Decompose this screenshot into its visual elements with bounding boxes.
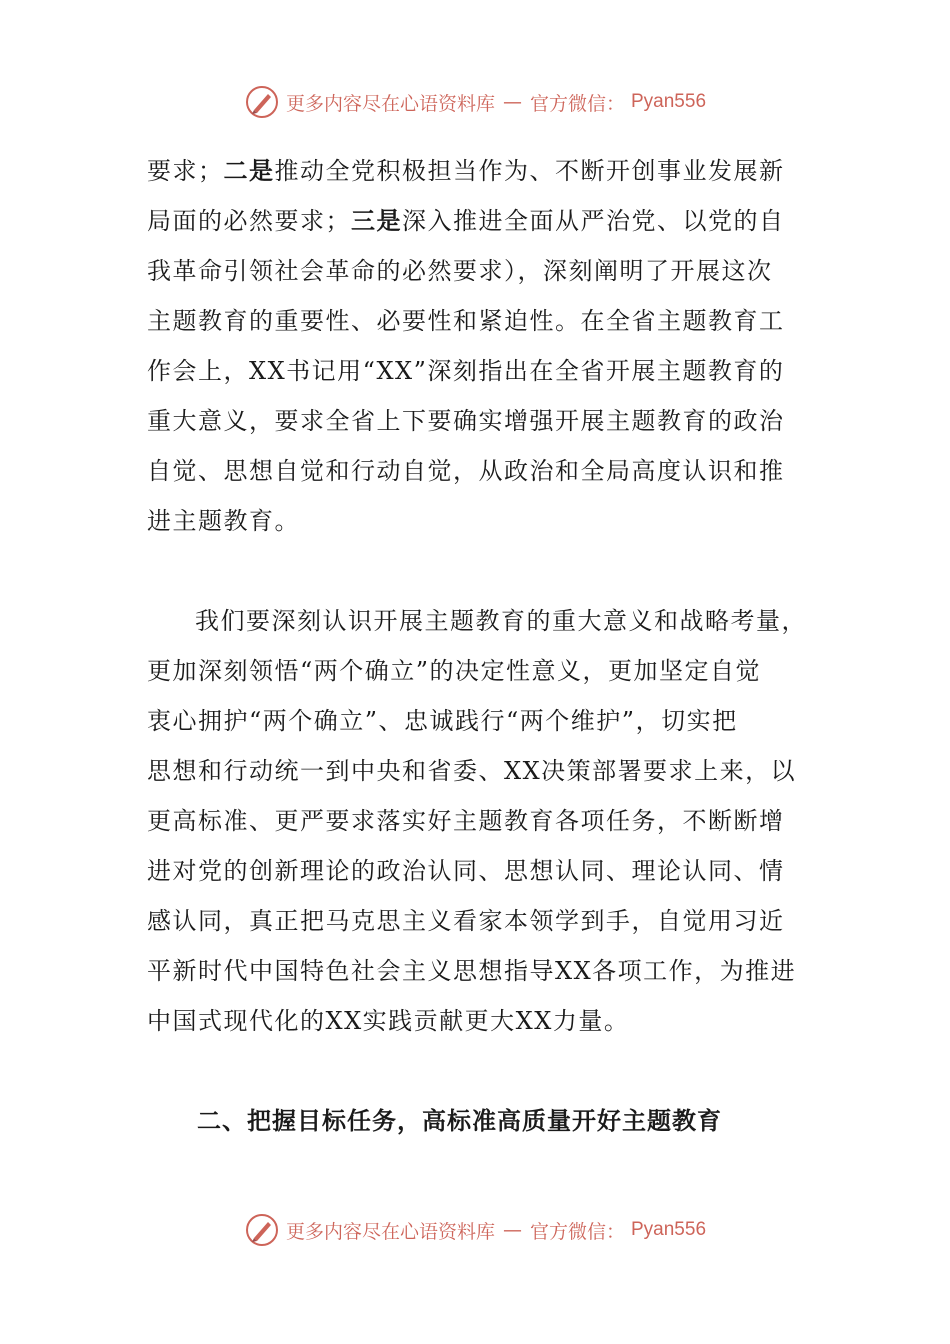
- watermark-id: Pyan556: [631, 1219, 707, 1240]
- paragraph-gap: [147, 546, 797, 596]
- watermark-separator: —: [502, 91, 522, 113]
- paragraph-line: 重大意义，要求全省上下要确实增强开展主题教育的政治: [147, 407, 785, 435]
- paragraph-line: 局面的必然要求；三是深入推进全面从严治党、以党的自: [147, 206, 785, 235]
- paragraph-line: 中国式现代化的XX实践贡献更大XX力量。: [147, 1007, 630, 1035]
- document-body: [147, 146, 807, 1146]
- paragraph-line: 思想和行动统一到中央和省委、XX决策部署要求上来，以: [147, 757, 797, 785]
- paragraph-line: 自觉、思想自觉和行动自觉，从政治和全局高度认识和推: [147, 457, 785, 485]
- watermark-text: 更多内容尽在心语资料库: [285, 1220, 495, 1243]
- paragraph-line: 平新时代中国特色社会主义思想指导XX各项工作，为推进: [147, 957, 797, 985]
- pen-logo-icon: [244, 1212, 280, 1248]
- paragraph-line: 进主题教育。: [147, 507, 300, 535]
- watermark-text: 更多内容尽在心语资料库: [285, 92, 495, 115]
- pen-logo-icon: [244, 84, 280, 120]
- watermark-footer: [0, 1212, 950, 1248]
- paragraph-line: 更高标准、更严要求落实好主题教育各项任务，不断断增: [147, 807, 785, 835]
- watermark-separator: —: [502, 1219, 522, 1241]
- watermark-official: 官方微信：: [529, 92, 625, 115]
- watermark-header: [0, 84, 950, 120]
- paragraph-line: 我革命引领社会革命的必然要求），深刻阐明了开展这次: [147, 257, 773, 285]
- paragraph-line: 进对党的创新理论的政治认同、思想认同、理论认同、情: [147, 857, 785, 885]
- paragraph-line: 感认同，真正把马克思主义看家本领学到手，自觉用习近: [147, 907, 785, 935]
- watermark-official: 官方微信：: [529, 1220, 625, 1243]
- paragraph-line: 我们要深刻认识开展主题教育的重大意义和战略考量，: [195, 607, 807, 635]
- watermark-id: Pyan556: [631, 91, 707, 112]
- emphasis-text: 三是: [351, 206, 402, 235]
- section-heading: 二、把握目标任务，高标准高质量开好主题教育: [197, 1106, 722, 1135]
- emphasis-text: 二是: [223, 156, 275, 185]
- paragraph-line: 要求；二是推动全党积极担当作为、不断开创事业发展新: [147, 156, 785, 185]
- paragraph-line: 更加深刻领悟“两个确立”的决定性意义，更加坚定自觉: [147, 657, 762, 685]
- paragraph-line: 主题教育的重要性、必要性和紧迫性。在全省主题教育工: [147, 307, 785, 335]
- paragraph-line: 作会上，XX书记用“XX”深刻指出在全省开展主题教育的: [147, 357, 785, 385]
- paragraph-gap: [147, 1046, 797, 1096]
- paragraph-line: 衷心拥护“两个确立”、忠诚践行“两个维护”，切实把: [147, 707, 738, 735]
